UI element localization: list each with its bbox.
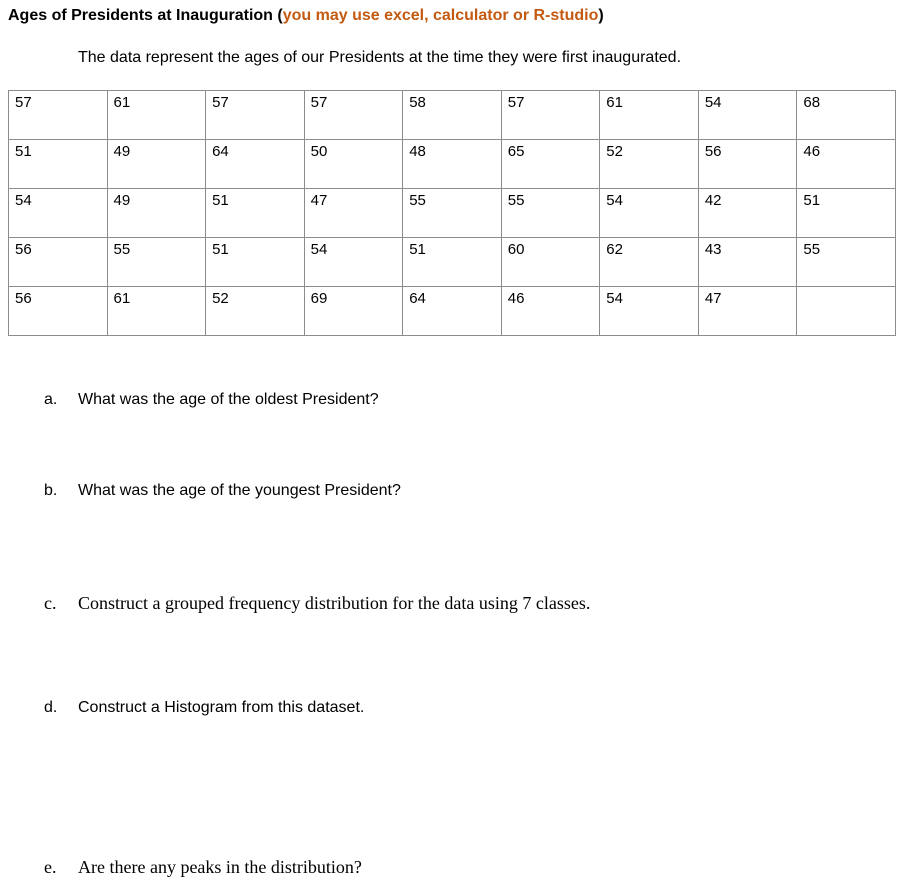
- question-a-text: What was the age of the oldest President?: [78, 391, 379, 408]
- table-cell: 69: [304, 287, 403, 336]
- table-cell: 57: [304, 91, 403, 140]
- table-cell: 57: [501, 91, 600, 140]
- title-highlight: you may use excel, calculator or R-studio: [282, 7, 599, 24]
- table-cell: 50: [304, 140, 403, 189]
- table-cell: 61: [107, 287, 206, 336]
- table-cell: 57: [9, 91, 108, 140]
- table-cell: 51: [206, 189, 305, 238]
- title-prefix: Ages of Presidents at Inauguration (: [8, 7, 283, 24]
- table-cell: 64: [403, 287, 502, 336]
- page-title: [8, 7, 604, 25]
- table-cell: 42: [698, 189, 797, 238]
- table-cell: 52: [206, 287, 305, 336]
- table-cell: 49: [107, 189, 206, 238]
- table-cell: 54: [600, 287, 699, 336]
- table-cell: 47: [698, 287, 797, 336]
- question-b-text: What was the age of the youngest President?: [78, 482, 401, 499]
- table-cell: 51: [797, 189, 896, 238]
- title-suffix: ): [598, 7, 604, 24]
- question-d-text: Construct a Histogram from this dataset.: [78, 699, 365, 716]
- table-cell: 56: [698, 140, 797, 189]
- table-cell: 55: [501, 189, 600, 238]
- table-cell: 56: [9, 287, 108, 336]
- table-row: [9, 287, 896, 336]
- table-cell: 68: [797, 91, 896, 140]
- table-cell: 46: [501, 287, 600, 336]
- table-cell: [797, 287, 896, 336]
- question-e-text: Are there any peaks in the distribution?: [78, 857, 362, 877]
- table-cell: 57: [206, 91, 305, 140]
- subtitle-text: The data represent the ages of our Presidents at the time they were first inaugurated.: [78, 49, 682, 66]
- table-cell: 52: [600, 140, 699, 189]
- table-cell: 48: [403, 140, 502, 189]
- table-cell: 56: [9, 238, 108, 287]
- table-cell: 58: [403, 91, 502, 140]
- table-row: [9, 238, 896, 287]
- table-cell: 54: [600, 189, 699, 238]
- question-e: [44, 857, 362, 878]
- table-cell: 55: [403, 189, 502, 238]
- table-cell: 54: [9, 189, 108, 238]
- table-cell: 64: [206, 140, 305, 189]
- table-row: [9, 189, 896, 238]
- table-cell: 65: [501, 140, 600, 189]
- table-cell: 49: [107, 140, 206, 189]
- question-e-label: e.: [44, 857, 57, 877]
- table-cell: 47: [304, 189, 403, 238]
- question-d-label: d.: [44, 699, 58, 716]
- table-cell: 55: [797, 238, 896, 287]
- table-cell: 62: [600, 238, 699, 287]
- ages-table-body: [9, 91, 896, 336]
- question-a: [44, 391, 379, 409]
- table-cell: 60: [501, 238, 600, 287]
- table-cell: 51: [403, 238, 502, 287]
- question-c-label: c.: [44, 593, 57, 613]
- ages-table: [8, 90, 896, 336]
- table-row: [9, 140, 896, 189]
- question-d: [44, 699, 364, 717]
- table-cell: 51: [206, 238, 305, 287]
- table-cell: 61: [600, 91, 699, 140]
- table-cell: 61: [107, 91, 206, 140]
- question-b: [44, 482, 401, 500]
- question-a-label: a.: [44, 391, 58, 408]
- question-b-label: b.: [44, 482, 58, 499]
- table-cell: 51: [9, 140, 108, 189]
- table-row: [9, 91, 896, 140]
- table-cell: 46: [797, 140, 896, 189]
- table-cell: 54: [304, 238, 403, 287]
- table-cell: 54: [698, 91, 797, 140]
- question-c-text: Construct a grouped frequency distribution for the data using 7 classes.: [78, 593, 591, 613]
- table-cell: 43: [698, 238, 797, 287]
- table-cell: 55: [107, 238, 206, 287]
- question-c: [44, 593, 590, 614]
